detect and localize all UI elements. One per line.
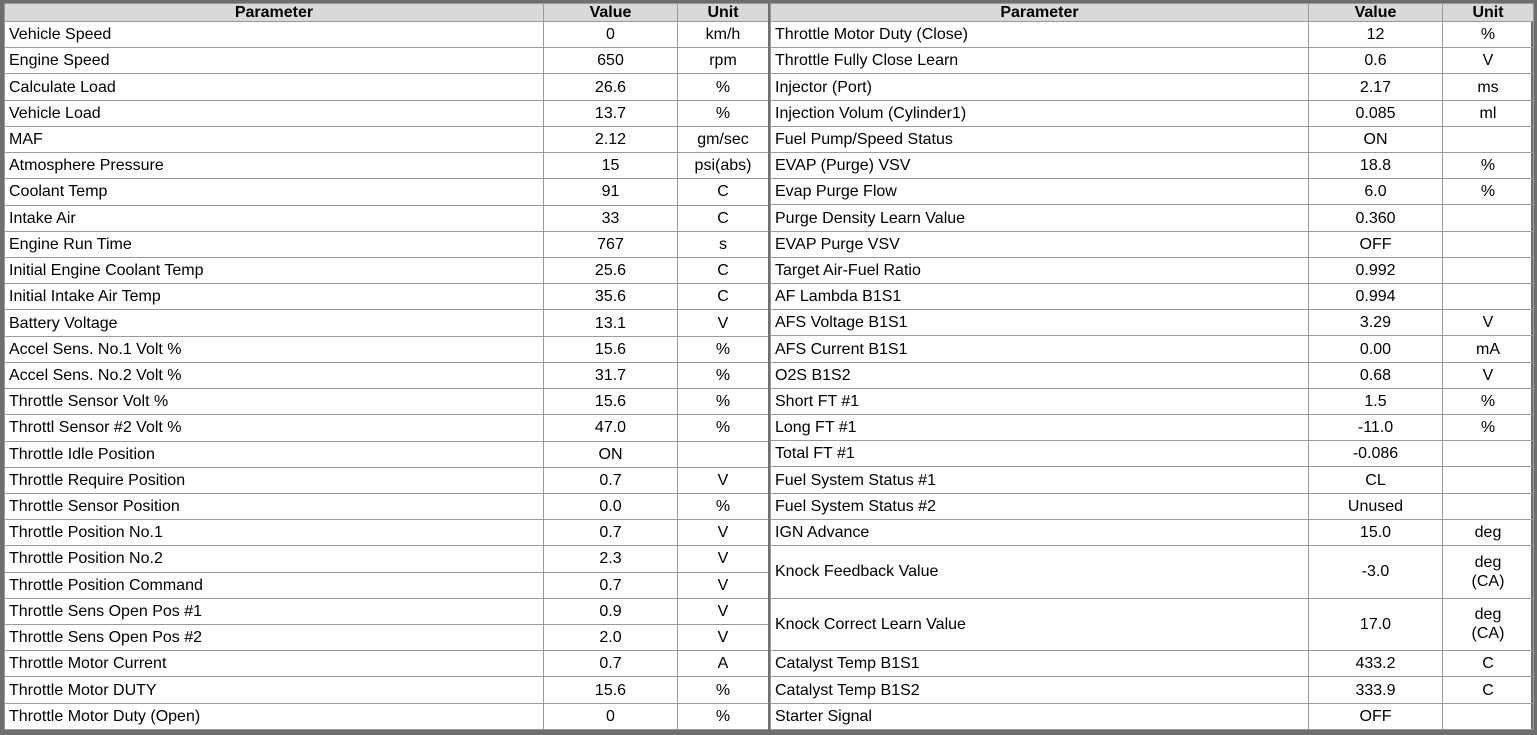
unit-cell: % — [1443, 388, 1534, 414]
value-cell: 2.3 — [544, 546, 678, 572]
unit-cell: C — [678, 179, 769, 205]
parameter-cell: Throttle Sensor Volt % — [5, 389, 544, 415]
table-row[interactable] — [771, 362, 1534, 388]
table-row[interactable] — [771, 415, 1534, 441]
parameter-cell: Throttle Fully Close Learn — [771, 48, 1309, 74]
table-row[interactable] — [5, 415, 769, 441]
unit-cell: % — [678, 703, 769, 729]
unit-cell: % — [678, 415, 769, 441]
left-table-body — [5, 22, 769, 730]
table-row[interactable] — [771, 598, 1534, 651]
value-cell: 2.0 — [544, 625, 678, 651]
unit-cell: C — [1443, 677, 1534, 703]
parameter-cell: Vehicle Load — [5, 100, 544, 126]
parameter-cell: Knock Correct Learn Value — [771, 598, 1309, 651]
value-cell: 767 — [544, 231, 678, 257]
parameter-cell: Purge Density Learn Value — [771, 205, 1309, 231]
parameter-cell: Injection Volum (Cylinder1) — [771, 100, 1309, 126]
value-cell: ON — [544, 441, 678, 467]
unit-cell: C — [1443, 651, 1534, 677]
parameter-cell: Throttl Sensor #2 Volt % — [5, 415, 544, 441]
table-row[interactable] — [5, 441, 769, 467]
column-header-value[interactable]: Value — [544, 4, 678, 22]
value-cell: 0.360 — [1309, 205, 1443, 231]
column-header-parameter[interactable]: Parameter — [5, 4, 544, 22]
value-cell: Unused — [1309, 493, 1443, 519]
parameter-cell: Catalyst Temp B1S1 — [771, 651, 1309, 677]
table-row[interactable] — [5, 598, 769, 624]
unit-cell: % — [678, 677, 769, 703]
value-cell: 0.7 — [544, 467, 678, 493]
value-cell: 0 — [544, 22, 678, 48]
parameter-cell: MAF — [5, 126, 544, 152]
parameter-cell: Knock Feedback Value — [771, 546, 1309, 599]
right-parameter-table — [770, 3, 1534, 730]
unit-cell: V — [678, 546, 769, 572]
table-row[interactable] — [771, 677, 1534, 703]
unit-cell: ms — [1443, 74, 1534, 100]
table-row[interactable] — [5, 100, 769, 126]
table-row[interactable] — [771, 546, 1534, 599]
value-cell: OFF — [1309, 703, 1443, 729]
parameter-cell: Intake Air — [5, 205, 544, 231]
unit-cell — [1443, 284, 1534, 310]
unit-cell: V — [678, 625, 769, 651]
value-cell: 47.0 — [544, 415, 678, 441]
parameter-cell: Catalyst Temp B1S2 — [771, 677, 1309, 703]
value-cell: ON — [1309, 126, 1443, 152]
value-cell: 0.0 — [544, 493, 678, 519]
value-cell: 650 — [544, 48, 678, 74]
value-cell: 13.7 — [544, 100, 678, 126]
table-row[interactable] — [771, 519, 1534, 545]
unit-cell — [1443, 231, 1534, 257]
value-cell: 0.085 — [1309, 100, 1443, 126]
value-cell: 6.0 — [1309, 179, 1443, 205]
value-cell: 0 — [544, 703, 678, 729]
parameter-cell: EVAP (Purge) VSV — [771, 153, 1309, 179]
parameter-cell: Coolant Temp — [5, 179, 544, 205]
parameter-cell: Throttle Sens Open Pos #1 — [5, 598, 544, 624]
unit-cell — [1443, 493, 1534, 519]
unit-cell: C — [678, 257, 769, 283]
value-cell: 1.5 — [1309, 388, 1443, 414]
value-cell: 17.0 — [1309, 598, 1443, 651]
table-row[interactable] — [771, 703, 1534, 729]
unit-cell: s — [678, 231, 769, 257]
table-row[interactable] — [771, 22, 1534, 48]
parameter-cell: Long FT #1 — [771, 415, 1309, 441]
unit-cell — [1443, 126, 1534, 152]
unit-cell: % — [678, 493, 769, 519]
unit-cell: % — [678, 336, 769, 362]
parameter-cell: Initial Engine Coolant Temp — [5, 257, 544, 283]
table-row[interactable] — [771, 48, 1534, 74]
unit-cell: % — [1443, 415, 1534, 441]
value-cell: 33 — [544, 205, 678, 231]
parameter-cell: AFS Current B1S1 — [771, 336, 1309, 362]
value-cell: 15.0 — [1309, 519, 1443, 545]
value-cell: 0.992 — [1309, 257, 1443, 283]
value-cell: 26.6 — [544, 74, 678, 100]
value-cell: 0.7 — [544, 572, 678, 598]
left-panel — [4, 3, 768, 730]
parameter-cell: Total FT #1 — [771, 441, 1309, 467]
table-row[interactable] — [5, 231, 769, 257]
parameter-cell: Engine Speed — [5, 48, 544, 74]
left-parameter-table — [4, 3, 769, 730]
table-row[interactable] — [5, 336, 769, 362]
unit-cell: V — [678, 310, 769, 336]
column-header-unit[interactable]: Unit — [678, 4, 769, 22]
value-cell: OFF — [1309, 231, 1443, 257]
unit-cell: deg (CA) — [1443, 546, 1534, 599]
value-cell: 433.2 — [1309, 651, 1443, 677]
parameter-cell: Accel Sens. No.2 Volt % — [5, 362, 544, 388]
value-cell: -3.0 — [1309, 546, 1443, 599]
table-row[interactable] — [5, 362, 769, 388]
table-row[interactable] — [771, 388, 1534, 414]
parameter-cell: Accel Sens. No.1 Volt % — [5, 336, 544, 362]
table-row[interactable] — [771, 205, 1534, 231]
table-row[interactable] — [5, 651, 769, 677]
parameter-cell: Throttle Require Position — [5, 467, 544, 493]
unit-cell: gm/sec — [678, 126, 769, 152]
parameter-cell: Throttle Sensor Position — [5, 493, 544, 519]
table-row[interactable] — [5, 677, 769, 703]
value-cell: 25.6 — [544, 257, 678, 283]
parameter-cell: Target Air-Fuel Ratio — [771, 257, 1309, 283]
parameter-cell: Injector (Port) — [771, 74, 1309, 100]
table-row[interactable] — [771, 467, 1534, 493]
unit-cell: % — [1443, 153, 1534, 179]
table-row[interactable] — [5, 703, 769, 729]
value-cell: 0.9 — [544, 598, 678, 624]
column-header-unit[interactable]: Unit — [1443, 4, 1534, 22]
parameter-cell: Calculate Load — [5, 74, 544, 100]
table-row[interactable] — [5, 179, 769, 205]
table-row[interactable] — [5, 126, 769, 152]
value-cell: 18.8 — [1309, 153, 1443, 179]
right-panel — [768, 3, 1533, 730]
value-cell: 0.7 — [544, 520, 678, 546]
value-cell: CL — [1309, 467, 1443, 493]
unit-cell: rpm — [678, 48, 769, 74]
parameter-cell: Battery Voltage — [5, 310, 544, 336]
unit-cell — [1443, 441, 1534, 467]
value-cell: 12 — [1309, 22, 1443, 48]
unit-cell: V — [1443, 362, 1534, 388]
parameter-cell: Initial Intake Air Temp — [5, 284, 544, 310]
unit-cell: % — [678, 74, 769, 100]
table-row[interactable] — [771, 231, 1534, 257]
table-row[interactable] — [5, 48, 769, 74]
column-header-value[interactable]: Value — [1309, 4, 1443, 22]
value-cell: -0.086 — [1309, 441, 1443, 467]
table-row[interactable] — [771, 493, 1534, 519]
value-cell: 0.7 — [544, 651, 678, 677]
unit-cell — [678, 441, 769, 467]
parameter-cell: Fuel Pump/Speed Status — [771, 126, 1309, 152]
value-cell: 15.6 — [544, 336, 678, 362]
unit-cell — [1443, 703, 1534, 729]
unit-cell: C — [678, 284, 769, 310]
unit-cell: deg — [1443, 519, 1534, 545]
value-cell: 91 — [544, 179, 678, 205]
table-row[interactable] — [771, 441, 1534, 467]
parameter-cell: Throttle Motor Duty (Open) — [5, 703, 544, 729]
value-cell: 15 — [544, 153, 678, 179]
table-row[interactable] — [771, 74, 1534, 100]
unit-cell: % — [678, 362, 769, 388]
table-row[interactable] — [771, 179, 1534, 205]
parameter-cell: Throttle Motor Current — [5, 651, 544, 677]
parameter-cell: Fuel System Status #2 — [771, 493, 1309, 519]
parameter-cell: EVAP Purge VSV — [771, 231, 1309, 257]
unit-cell: V — [678, 572, 769, 598]
table-row[interactable] — [5, 467, 769, 493]
table-row[interactable] — [771, 336, 1534, 362]
parameter-cell: Atmosphere Pressure — [5, 153, 544, 179]
table-row[interactable] — [5, 493, 769, 519]
value-cell: 13.1 — [544, 310, 678, 336]
unit-cell — [1443, 467, 1534, 493]
unit-cell: km/h — [678, 22, 769, 48]
unit-cell: % — [1443, 22, 1534, 48]
parameter-cell: Short FT #1 — [771, 388, 1309, 414]
parameter-cell: Fuel System Status #1 — [771, 467, 1309, 493]
unit-cell: % — [678, 100, 769, 126]
unit-cell: psi(abs) — [678, 153, 769, 179]
value-cell: 35.6 — [544, 284, 678, 310]
unit-cell: V — [678, 520, 769, 546]
parameter-cell: Throttle Position Command — [5, 572, 544, 598]
parameter-cell: Throttle Idle Position — [5, 441, 544, 467]
table-row[interactable] — [771, 126, 1534, 152]
parameter-cell: AF Lambda B1S1 — [771, 284, 1309, 310]
parameter-cell: Engine Run Time — [5, 231, 544, 257]
table-row[interactable] — [5, 284, 769, 310]
table-row[interactable] — [5, 74, 769, 100]
unit-cell — [1443, 205, 1534, 231]
unit-cell: V — [678, 467, 769, 493]
table-row[interactable] — [771, 257, 1534, 283]
parameter-cell: Throttle Motor Duty (Close) — [771, 22, 1309, 48]
unit-cell: A — [678, 651, 769, 677]
parameter-cell: Starter Signal — [771, 703, 1309, 729]
unit-cell: C — [678, 205, 769, 231]
value-cell: -11.0 — [1309, 415, 1443, 441]
column-header-parameter[interactable]: Parameter — [771, 4, 1309, 22]
parameter-cell: IGN Advance — [771, 519, 1309, 545]
value-cell: 15.6 — [544, 677, 678, 703]
parameter-cell: Throttle Position No.1 — [5, 520, 544, 546]
unit-cell: deg (CA) — [1443, 598, 1534, 651]
table-row[interactable] — [5, 389, 769, 415]
table-row[interactable] — [5, 625, 769, 651]
unit-cell: V — [1443, 310, 1534, 336]
unit-cell: % — [678, 389, 769, 415]
value-cell: 0.68 — [1309, 362, 1443, 388]
value-cell: 2.17 — [1309, 74, 1443, 100]
data-window — [4, 3, 1531, 730]
table-header-row — [5, 4, 769, 22]
parameter-cell: Throttle Position No.2 — [5, 546, 544, 572]
value-cell: 0.00 — [1309, 336, 1443, 362]
table-row[interactable] — [5, 205, 769, 231]
table-row[interactable] — [771, 651, 1534, 677]
table-row[interactable] — [771, 284, 1534, 310]
table-row[interactable] — [5, 153, 769, 179]
value-cell: 15.6 — [544, 389, 678, 415]
table-row[interactable] — [771, 153, 1534, 179]
table-row[interactable] — [5, 22, 769, 48]
table-row[interactable] — [5, 310, 769, 336]
unit-cell: ml — [1443, 100, 1534, 126]
value-cell: 333.9 — [1309, 677, 1443, 703]
value-cell: 0.994 — [1309, 284, 1443, 310]
unit-cell: mA — [1443, 336, 1534, 362]
value-cell: 3.29 — [1309, 310, 1443, 336]
unit-cell: V — [678, 598, 769, 624]
table-row[interactable] — [771, 100, 1534, 126]
value-cell: 2.12 — [544, 126, 678, 152]
right-table-body — [771, 22, 1534, 730]
table-row[interactable] — [5, 546, 769, 572]
unit-cell: % — [1443, 179, 1534, 205]
unit-cell: V — [1443, 48, 1534, 74]
value-cell: 31.7 — [544, 362, 678, 388]
parameter-cell: Evap Purge Flow — [771, 179, 1309, 205]
table-header-row — [771, 4, 1534, 22]
parameter-cell: Throttle Sens Open Pos #2 — [5, 625, 544, 651]
table-row[interactable] — [5, 572, 769, 598]
parameter-cell: Vehicle Speed — [5, 22, 544, 48]
unit-cell — [1443, 257, 1534, 283]
parameter-cell: Throttle Motor DUTY — [5, 677, 544, 703]
value-cell: 0.6 — [1309, 48, 1443, 74]
table-row[interactable] — [771, 310, 1534, 336]
parameter-cell: O2S B1S2 — [771, 362, 1309, 388]
parameter-cell: AFS Voltage B1S1 — [771, 310, 1309, 336]
table-row[interactable] — [5, 520, 769, 546]
table-row[interactable] — [5, 257, 769, 283]
